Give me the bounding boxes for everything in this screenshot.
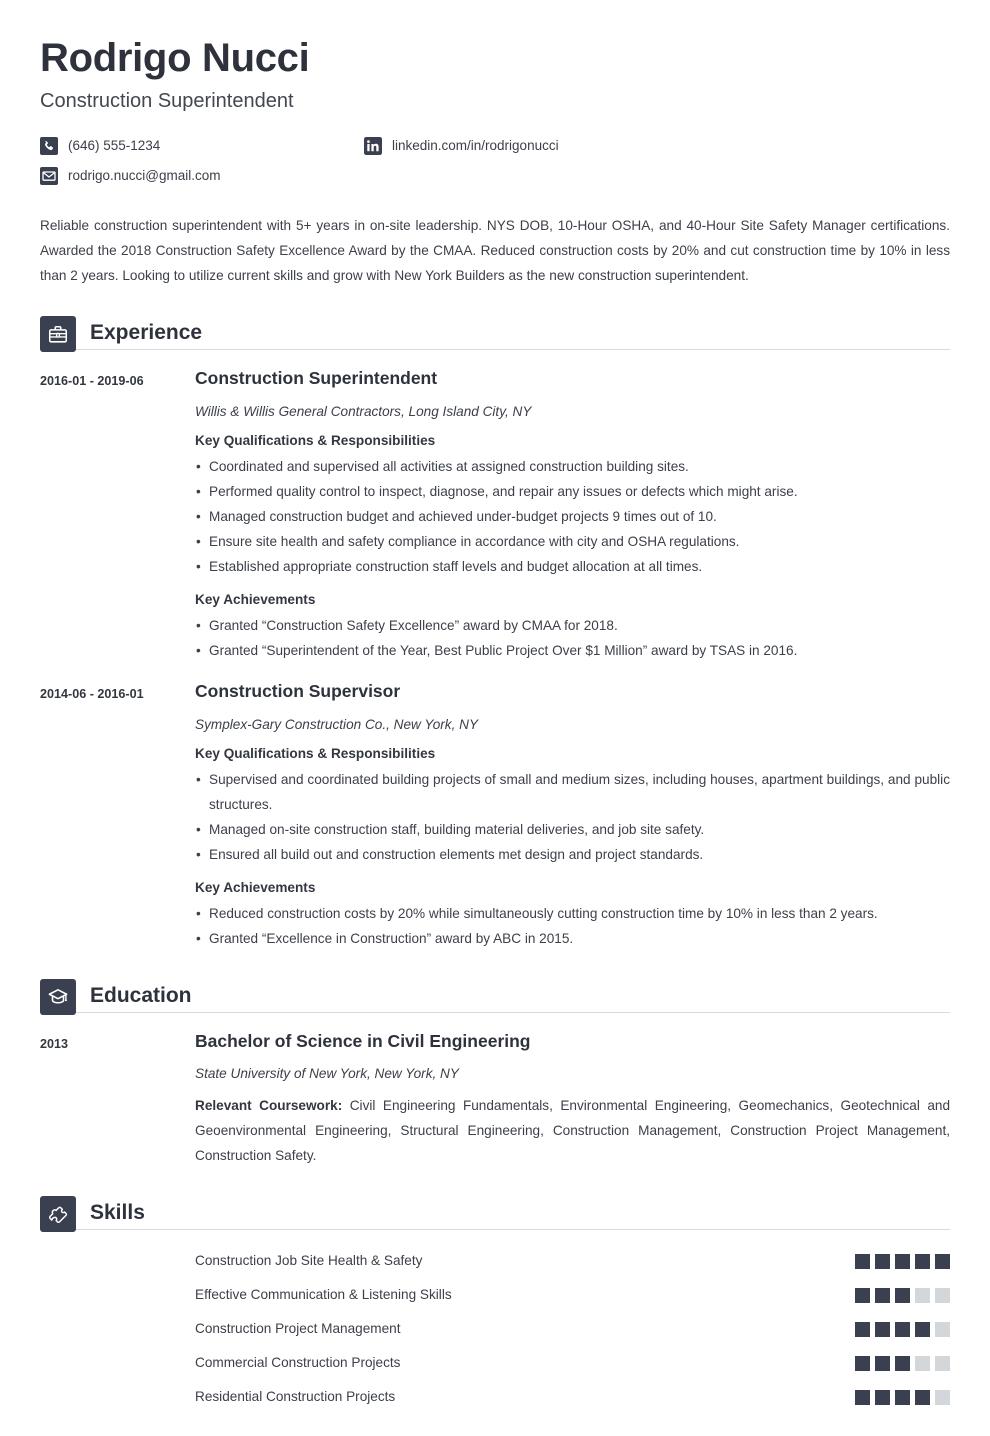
- skill-name: Commercial Construction Projects: [195, 1355, 401, 1371]
- section-title-experience: Experience: [90, 320, 203, 344]
- qualifications-heading: Key Qualifications & Responsibilities: [195, 433, 436, 449]
- skill-level-filled: [895, 1390, 910, 1405]
- skill-level-filled: [875, 1288, 890, 1303]
- contact-phone[interactable]: [40, 135, 160, 157]
- skill-rating: [855, 1356, 950, 1371]
- entry-date: 2016-01 - 2019-06: [40, 373, 144, 388]
- achievements-list: [195, 613, 950, 663]
- skill-level-empty: [935, 1390, 950, 1405]
- skill-level-filled: [855, 1322, 870, 1337]
- experience-section: [40, 316, 950, 951]
- section-title-education: Education: [90, 983, 192, 1007]
- education-entry: [40, 1031, 950, 1169]
- skill-rating: [855, 1288, 950, 1303]
- contact-phone-text: (646) 555-1234: [68, 138, 161, 154]
- skill-level-filled: [875, 1322, 890, 1337]
- candidate-name: Rodrigo Nucci: [40, 36, 310, 80]
- phone-icon: [40, 137, 58, 155]
- skill-level-filled: [875, 1254, 890, 1269]
- skills-list: [40, 1244, 950, 1414]
- skill-row: [40, 1346, 950, 1380]
- contact-email[interactable]: [40, 165, 221, 187]
- contact-list: [40, 135, 950, 187]
- experience-entry: [40, 681, 950, 951]
- skill-rating: [855, 1254, 950, 1269]
- list-item: • Managed on-site construction staff, building material deliveries, and job site safety.: [195, 817, 950, 842]
- entry-organization: Symplex-Gary Construction Co., New York, NY: [195, 716, 479, 732]
- qualifications-heading: Key Qualifications & Responsibilities: [195, 746, 436, 762]
- skill-row: [40, 1312, 950, 1346]
- skill-level-filled: [895, 1288, 910, 1303]
- experience-entry: [40, 368, 950, 663]
- skill-row: [40, 1278, 950, 1312]
- puzzle-piece-icon: [40, 1196, 76, 1232]
- contact-linkedin-text: linkedin.com/in/rodrigonucci: [392, 138, 559, 154]
- coursework-text: Civil Engineering Fundamentals, Environmental Engineering, Geomechanics, Geotechnical and Geoenvironmental Engineering, Structural Engineering, Construction Management, Construction Project Management, Construction Safety.: [195, 1098, 951, 1164]
- list-item: • Ensure site health and safety compliance in accordance with city and OSHA regulations.: [195, 529, 950, 554]
- list-item: • Established appropriate construction staff levels and budget allocation at all times.: [195, 554, 950, 579]
- contact-linkedin[interactable]: [364, 135, 559, 157]
- skill-name: Effective Communication & Listening Skills: [195, 1287, 452, 1303]
- entry-date: 2013: [40, 1036, 69, 1051]
- skill-level-empty: [915, 1356, 930, 1371]
- skill-level-filled: [855, 1356, 870, 1371]
- skill-level-filled: [895, 1356, 910, 1371]
- skill-level-filled: [875, 1390, 890, 1405]
- contact-email-text: rodrigo.nucci@gmail.com: [68, 168, 221, 184]
- skill-name: Construction Project Management: [195, 1321, 401, 1337]
- skill-level-filled: [855, 1254, 870, 1269]
- skill-level-filled: [895, 1322, 910, 1337]
- email-icon: [40, 167, 58, 185]
- skills-section: [40, 1196, 950, 1414]
- section-header-education: [40, 979, 950, 1015]
- entry-organization: Willis & Willis General Contractors, Long Island City, NY: [195, 403, 532, 419]
- skill-level-filled: [915, 1390, 930, 1405]
- entry-title: Construction Superintendent: [195, 367, 438, 388]
- list-item: • Granted “Excellence in Construction” award by ABC in 2015.: [195, 926, 950, 951]
- list-item: • Coordinated and supervised all activities at assigned construction building sites.: [195, 454, 950, 479]
- achievements-heading: Key Achievements: [195, 879, 316, 895]
- skill-name: Residential Construction Projects: [195, 1389, 396, 1405]
- qualifications-list: [195, 454, 950, 579]
- list-item: • Reduced construction costs by 20% while simultaneously cutting construction time by 10% in less than 2 years.: [195, 901, 950, 926]
- skill-level-filled: [855, 1288, 870, 1303]
- skill-level-empty: [935, 1288, 950, 1303]
- entry-title: Bachelor of Science in Civil Engineering: [195, 1030, 531, 1051]
- qualifications-list: [195, 767, 950, 867]
- professional-summary: Reliable construction superintendent with 5+ years in on-site leadership. NYS DOB, 10-Hour OSHA, and 40-Hour Site Safety Manager certifications. Awarded the 2018 Construction Safety Excellence Award by the CMAA. Reduced construction costs by 20% and cut construction time by 10% in less than 2 years. Looking to utilize current skills and grow with New York Builders as the new construction superintendent.: [40, 217, 950, 283]
- list-item: • Supervised and coordinated building projects of small and medium sizes, including houses, apartment buildings, and public structures.: [195, 767, 950, 817]
- list-item: • Granted “Superintendent of the Year, Best Public Project Over $1 Million” award by TSAS in 2016.: [195, 638, 950, 663]
- skill-name: Construction Job Site Health & Safety: [195, 1253, 423, 1269]
- skill-level-filled: [915, 1254, 930, 1269]
- skill-level-filled: [855, 1390, 870, 1405]
- skill-level-empty: [915, 1288, 930, 1303]
- skill-level-filled: [875, 1356, 890, 1371]
- resume-page: [0, 36, 990, 1414]
- skill-level-empty: [935, 1322, 950, 1337]
- list-item: • Managed construction budget and achieved under-budget projects 9 times out of 10.: [195, 504, 950, 529]
- candidate-job-title: Construction Superintendent: [40, 89, 294, 112]
- skill-level-filled: [915, 1322, 930, 1337]
- resume-header: [40, 36, 950, 187]
- list-item: • Granted “Construction Safety Excellence” award by CMAA for 2018.: [195, 613, 950, 638]
- achievements-heading: Key Achievements: [195, 592, 316, 608]
- list-item: • Ensured all build out and construction elements met design and project standards.: [195, 842, 950, 867]
- skill-level-filled: [935, 1254, 950, 1269]
- graduation-cap-icon: [40, 979, 76, 1015]
- entry-organization: State University of New York, New York, NY: [195, 1066, 459, 1082]
- skill-level-empty: [935, 1356, 950, 1371]
- skill-row: [40, 1380, 950, 1414]
- linkedin-icon: [364, 137, 382, 155]
- entry-title: Construction Supervisor: [195, 680, 401, 701]
- section-title-skills: Skills: [90, 1201, 145, 1225]
- achievements-list: [195, 901, 950, 951]
- skill-row: [40, 1244, 950, 1278]
- entry-date: 2014-06 - 2016-01: [40, 686, 144, 701]
- skill-level-filled: [895, 1254, 910, 1269]
- briefcase-icon: [40, 316, 76, 352]
- education-section: [40, 979, 950, 1169]
- section-header-skills: [40, 1196, 950, 1232]
- skill-rating: [855, 1322, 950, 1337]
- section-header-experience: [40, 316, 950, 352]
- list-item: • Performed quality control to inspect, diagnose, and repair any issues or defects which might arise.: [195, 479, 950, 504]
- coursework-label: Relevant Coursework:: [195, 1098, 343, 1114]
- relevant-coursework: [195, 1093, 950, 1168]
- skill-rating: [855, 1390, 950, 1405]
